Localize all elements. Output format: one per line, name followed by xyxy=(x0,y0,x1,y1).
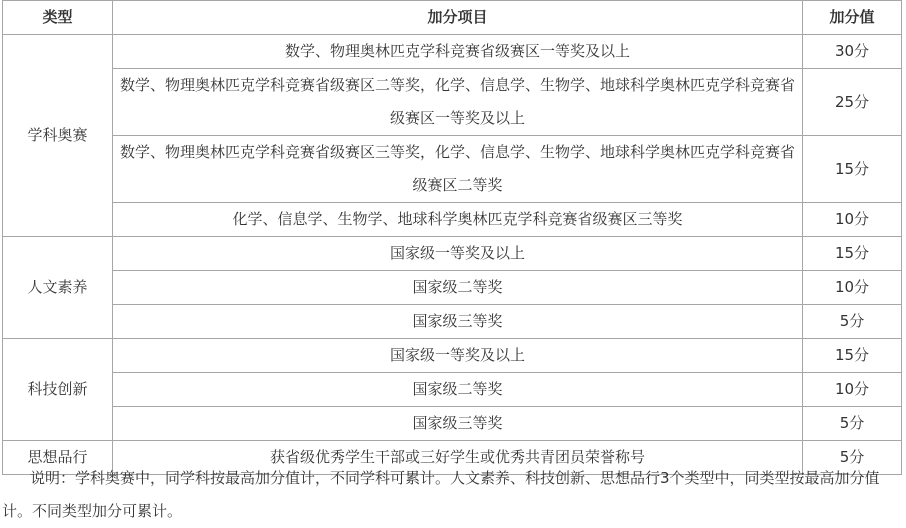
header-item: 加分项目 xyxy=(113,1,803,35)
value-cell: 5分 xyxy=(803,441,902,475)
item-cell: 国家级二等奖 xyxy=(113,373,803,407)
value-cell: 15分 xyxy=(803,136,902,203)
value-cell: 30分 xyxy=(803,35,902,69)
table-row xyxy=(3,69,902,136)
item-cell: 数学、物理奥林匹克学科竞赛省级赛区二等奖，化学、信息学、生物学、地球科学奥林匹克学科竞赛省级赛区一等奖及以上 xyxy=(113,69,803,136)
table-row xyxy=(3,339,902,373)
table-note: 说明：学科奥赛中，同学科按最高加分值计，不同学科可累计。人文素养、科技创新、思想品行3个类型中，同类型按最高加分值计。不同类型加分可累计。 xyxy=(2,469,880,520)
table-row xyxy=(3,237,902,271)
item-cell: 数学、物理奥林匹克学科竞赛省级赛区一等奖及以上 xyxy=(113,35,803,69)
type-cell-olympiad: 学科奥赛 xyxy=(3,35,113,237)
item-cell: 国家级二等奖 xyxy=(113,271,803,305)
table-header-row xyxy=(3,1,902,35)
type-cell-humanities: 人文素养 xyxy=(3,237,113,339)
table-row xyxy=(3,373,902,407)
type-cell-innovation: 科技创新 xyxy=(3,339,113,441)
value-cell: 5分 xyxy=(803,305,902,339)
table-row xyxy=(3,271,902,305)
table-row xyxy=(3,136,902,203)
item-cell: 数学、物理奥林匹克学科竞赛省级赛区三等奖，化学、信息学、生物学、地球科学奥林匹克学科竞赛省级赛区二等奖 xyxy=(113,136,803,203)
bonus-points-table xyxy=(2,0,902,475)
item-cell: 化学、信息学、生物学、地球科学奥林匹克学科竞赛省级赛区三等奖 xyxy=(113,203,803,237)
item-cell: 国家级一等奖及以上 xyxy=(113,237,803,271)
header-value: 加分值 xyxy=(803,1,902,35)
value-cell: 5分 xyxy=(803,407,902,441)
value-cell: 10分 xyxy=(803,271,902,305)
header-type: 类型 xyxy=(3,1,113,35)
value-cell: 15分 xyxy=(803,339,902,373)
value-cell: 15分 xyxy=(803,237,902,271)
type-cell-conduct: 思想品行 xyxy=(3,441,113,475)
table-row xyxy=(3,407,902,441)
item-cell: 国家级三等奖 xyxy=(113,305,803,339)
item-cell: 国家级一等奖及以上 xyxy=(113,339,803,373)
table-row xyxy=(3,203,902,237)
item-cell: 国家级三等奖 xyxy=(113,407,803,441)
item-cell: 获省级优秀学生干部或三好学生或优秀共青团员荣誉称号 xyxy=(113,441,803,475)
table-row xyxy=(3,35,902,69)
value-cell: 10分 xyxy=(803,373,902,407)
table-row xyxy=(3,305,902,339)
value-cell: 10分 xyxy=(803,203,902,237)
value-cell: 25分 xyxy=(803,69,902,136)
